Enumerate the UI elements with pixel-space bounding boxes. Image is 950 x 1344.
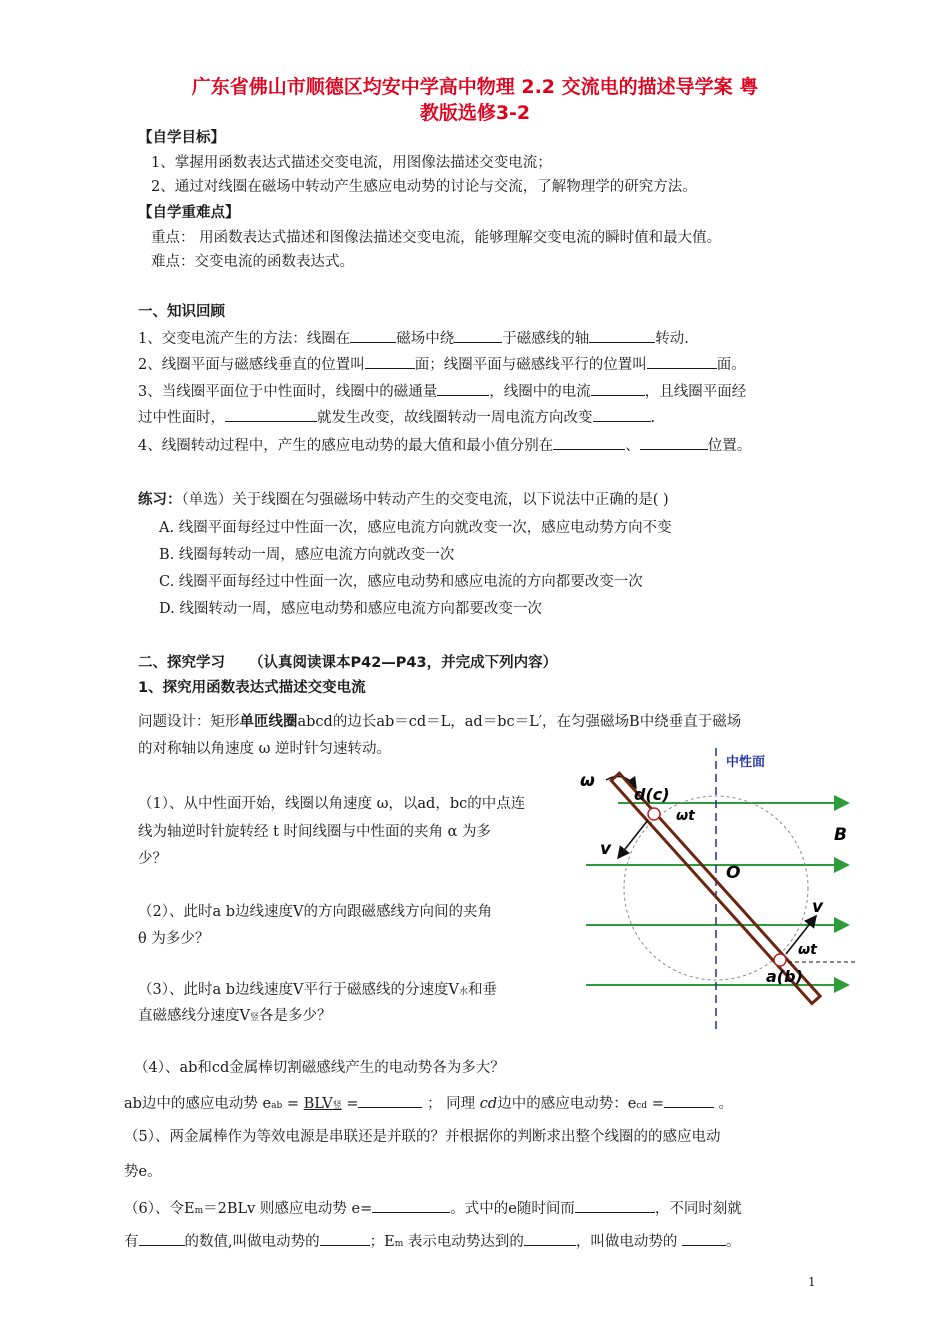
omega-t-bottom: ωt [798,942,817,958]
review-q1: 1、交变电流产生的方法：线圈在 磁场中绕 于磁感线的轴 转动. [138,327,689,349]
review-q3: 3、当线圈平面位于中性面时，线圈中的磁通量 ，线圈中的电流 ，且线圈平面经 [138,380,746,402]
p5-line1: （5）、两金属棒作为等效电源是串联还是并联的？并根据你的判断求出整个线圈的的感应电动 [124,1129,721,1145]
sub1-heading: 1、探究用函数表达式描述交变电流 [138,680,366,696]
v-label-ab: v [812,897,824,917]
section2-heading: 二、探究学习 （认真阅读课本P42—P43，并完成下列内容） [138,655,558,671]
p3-line2: 直磁感线分速度V竖各是多少？ [138,1008,332,1024]
O-label: O [726,863,741,883]
p4-answer-line: ab边中的感应电动势 eab = BLV竖 = ； 同理 cd边中的感应电动势：ecd = 。 [124,1092,733,1116]
p1-line1: （1）、从中性面开始，线圈以角速度 ω，以ad，bc的中点连 [138,796,526,812]
ab-label: a(b) [766,967,803,986]
p1-line3: 少？ [138,851,167,867]
B-label: B [834,825,847,845]
key-point: 重点： 用函数表达式描述和图像法描述交变电流，能够理解交变电流的瞬时值和最大值。 [151,230,722,246]
p4-question: （4）、ab和cd金属棒切割磁感线产生的电动势各为多大？ [134,1060,505,1076]
problem-line2: 的对称轴以角速度 ω 逆时针匀速转动。 [138,741,392,757]
review-q2: 2、线圈平面与磁感线垂直的位置叫 面；线圈平面与磁感线平行的位置叫 面。 [138,353,746,375]
key-heading: 【自学重难点】 [138,205,240,221]
goal-2: 2、通过对线圈在磁场中转动产生感应电动势的讨论与交流，了解物理学的研究方法。 [151,179,697,195]
option-d: D. 线圈转动一周，感应电动势和感应电流方向都要改变一次 [159,601,542,617]
rotating-coil-diagram [576,748,860,1032]
p2-line1: （2）、此时a b边线速度V的方向跟磁感线方向间的夹角 [138,904,492,920]
goals-heading: 【自学目标】 [138,130,225,146]
ab-conductor [774,954,786,966]
review-q4: 4、线圈转动过程中，产生的感应电动势的最大值和最小值分别在 、 位置。 [138,434,751,456]
p6-line2: 有 的数值,叫做电动势的 ；Em 表示电动势达到的 ，叫做电动势的 。 [124,1230,740,1254]
page-number: 1 [808,1275,816,1289]
omega-label: ω [580,771,595,791]
review-q3-cont: 过中性面时， 就发生改变，故线圈转动一周电流方向改变 . [138,406,655,428]
doc-title-line1: 广东省佛山市顺德区均安中学高中物理 2.2 交流电的描述导学案 粤 [191,76,759,98]
p1-line2: 线为轴逆时针旋转经 t 时间线圈与中性面的夹角 α 为多 [138,824,492,840]
p6-line1: （6）、令Em＝2BLv 则感应电动势 e= 。式中的e随时间而 ，不同时刻就 [124,1197,742,1221]
dc-label: d(c) [634,785,670,804]
doc-title-line2: 教版选修3-2 [419,102,531,124]
section1-heading: 一、知识回顾 [138,304,225,320]
neutral-plane-label: 中性面 [726,755,766,770]
option-c: C. 线圈平面每经过中性面一次，感应电动势和感应电流的方向都要改变一次 [159,574,643,590]
option-a: A. 线圈平面每经过中性面一次，感应电流方向就改变一次，感应电动势方向不变 [159,520,672,536]
goal-1: 1、掌握用函数表达式描述交变电流，用图像法描述交变电流； [151,155,552,171]
p2-line2: θ 为多少？ [138,931,210,947]
cd-conductor [648,808,660,820]
option-b: B. 线圈每转动一周，感应电流方向就改变一次 [159,547,455,563]
problem-line1: 问题设计：矩形单匝线圈abcd的边长ab＝cd＝L，ad＝bc＝L′，在匀强磁场B中绕垂直于磁场 [138,714,742,730]
v-label-cd: v [600,839,612,859]
velocity-cd [618,820,648,858]
p3-line1: （3）、此时a b边线速度V平行于磁感线的分速度V水和垂 [138,982,497,998]
omega-t-top: ωt [676,808,695,824]
difficult-point: 难点：交变电流的函数表达式。 [151,254,354,270]
p5-line2: 势e。 [124,1164,162,1180]
practice-question: 练习：（单选）关于线圈在匀强磁场中转动产生的交变电流，以下说法中正确的是( ) [138,492,669,508]
